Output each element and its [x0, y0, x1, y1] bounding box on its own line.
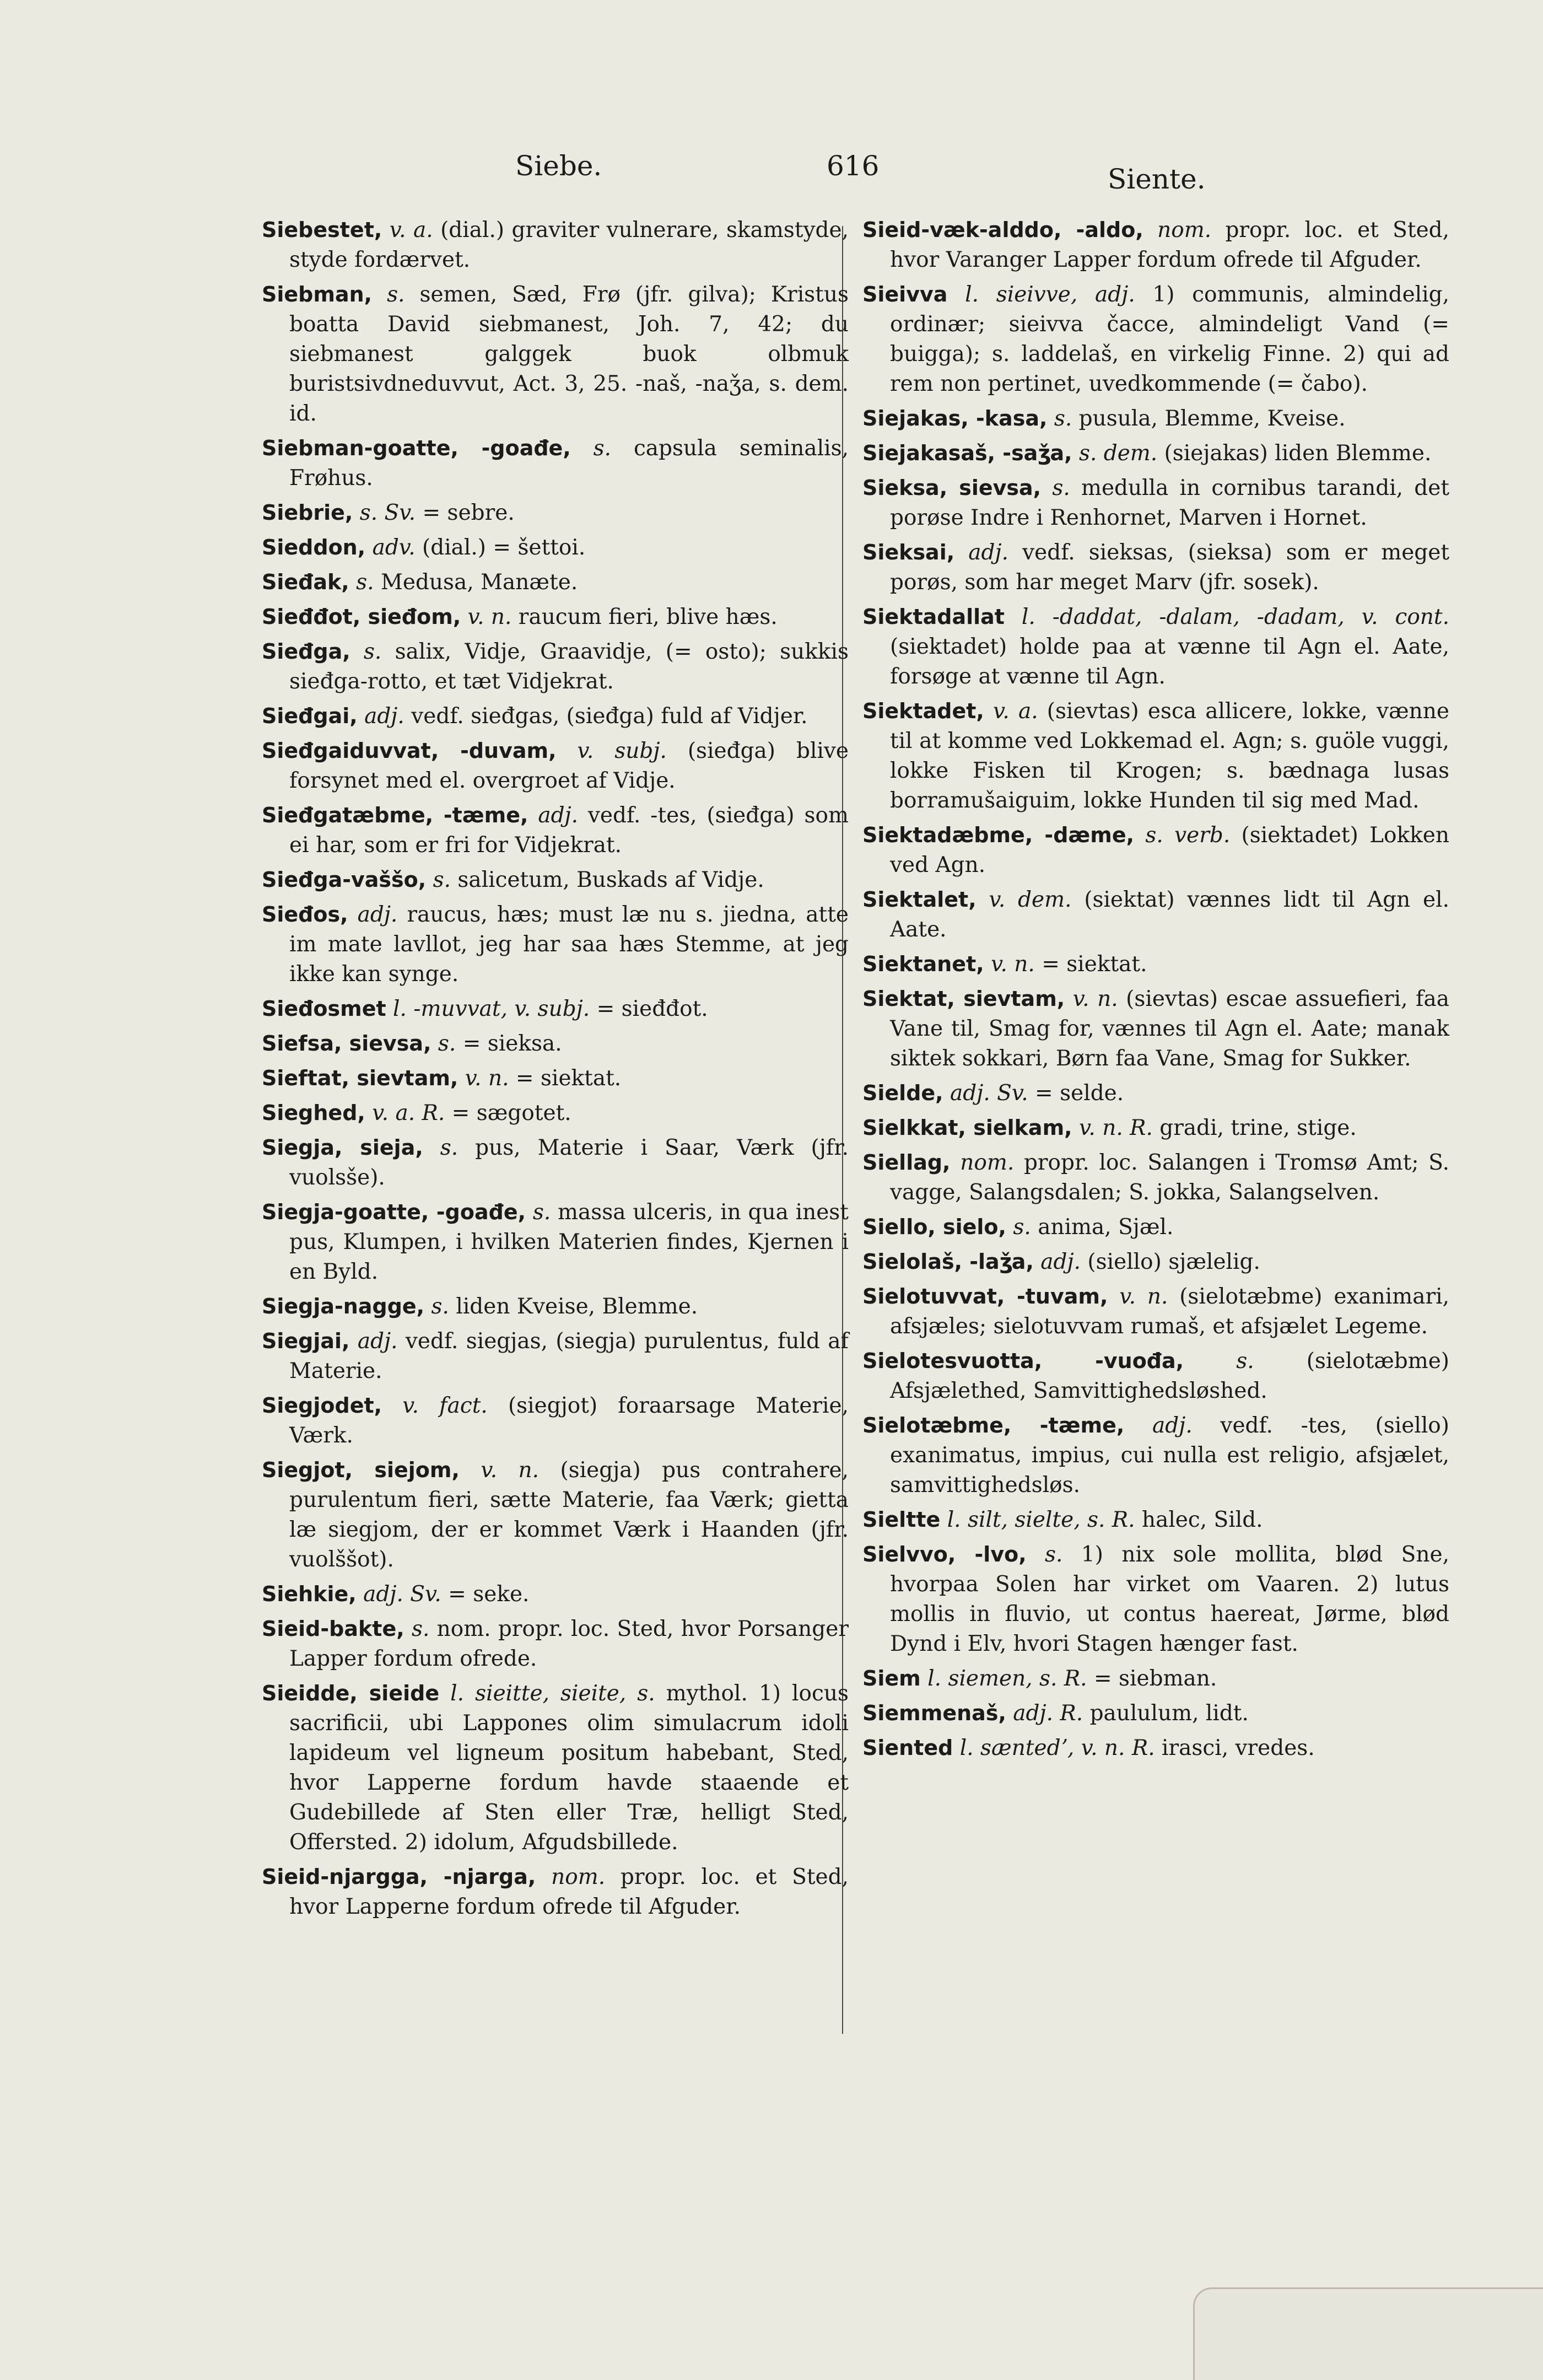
dictionary-entry — [262, 602, 849, 632]
grammar-label: s. verb. — [1145, 823, 1231, 848]
definition: raucus, hæs; must læ nu s. jiedna, atte im mate lavllot, jeg har saa hæs Stemme, at jeg ikke kan synge. — [289, 902, 849, 987]
grammar-label: nom. — [1157, 218, 1212, 243]
headword: Siektanet, — [862, 952, 984, 976]
headword: Siegja-goatte, -goađe, — [262, 1200, 526, 1224]
grammar-label: adj. — [357, 902, 398, 927]
definition: Medusa, Manæte. — [380, 570, 578, 595]
dictionary-entry — [862, 696, 1449, 816]
headword: Sieđgaiduvvat, -duvam, — [262, 739, 557, 763]
definition: vedf. -tes, (siello) exanimatus, impius, cui nulla est religio, afsjælet, samvittighedsløs. — [890, 1413, 1450, 1498]
definition: mythol. 1) locus sacrificii, ubi Lappones olim simulacrum idoli lapideum vel ligneum positum habebant, Sted, hvor Lapperne fordum havde staaende et Gudebillede af Sten eller Træ, helligt Sted, Offersted. 2) idolum, Afgudsbillede. — [289, 1681, 849, 1855]
definition: medulla in cornibus tarandi, det porøse Indre i Renhornet, Marven i Hornet. — [890, 476, 1449, 530]
headword: Sieđosmet — [262, 997, 386, 1021]
dictionary-entry — [862, 885, 1449, 945]
headword: Siebestet, — [262, 218, 382, 242]
dictionary-entry — [862, 1078, 1449, 1108]
dictionary-entry — [262, 1391, 849, 1451]
definition: = sieđđot. — [596, 997, 708, 1021]
headword: Siegjot, siejom, — [262, 1458, 460, 1482]
right-column — [862, 215, 1449, 1768]
grammar-label: s. — [1054, 406, 1072, 431]
definition: = siektat. — [515, 1066, 622, 1091]
grammar-label: adv. — [372, 535, 416, 560]
definition: = sebre. — [422, 500, 515, 525]
headword: Sieđgai, — [262, 704, 358, 728]
definition: (siegja) pus contrahere, purulentum fieri, sætte Materie, faa Værk; gietta læ siegjom, der er kommet Værk i Haanden (jfr. vuolššot). — [289, 1458, 849, 1572]
grammar-label: v. n. — [465, 1066, 509, 1091]
definition: propr. loc. et Sted, hvor Lapperne fordum ofrede til Afguder. — [289, 1865, 849, 1919]
headword: Sieddon, — [262, 535, 366, 559]
grammar-label: s. — [356, 570, 374, 595]
grammar-label: s. — [1013, 1215, 1031, 1240]
headword: Siektadæbme, -dæme, — [862, 823, 1135, 847]
dictionary-entry — [262, 637, 849, 697]
grammar-label: v. n. — [467, 605, 512, 629]
dictionary-entry — [862, 1698, 1449, 1729]
headword: Sielolaš, -laǯa, — [862, 1250, 1034, 1274]
definition: (siektadet) Lokken ved Agn. — [890, 823, 1449, 877]
headword: Siebrie, — [262, 500, 353, 525]
headword: Sieksai, — [862, 540, 955, 564]
headword: Sielvvo, -lvo, — [862, 1542, 1027, 1566]
definition: (sielotæbme) Afsjælethed, Samvittighedsløshed. — [890, 1349, 1450, 1403]
headword: Sieđga, — [262, 639, 350, 664]
dictionary-entry — [262, 701, 849, 731]
definition: = seke. — [448, 1582, 530, 1607]
headword: Siebman, — [262, 282, 373, 306]
grammar-label: s. — [387, 282, 405, 307]
dictionary-entry — [862, 820, 1449, 880]
definition: salicetum, Buskads af Vidje. — [457, 868, 764, 892]
grammar-label: v. n. — [1119, 1284, 1168, 1309]
grammar-label: l. -muvvat, v. subj. — [393, 997, 590, 1021]
headword: Siebman-goatte, -goađe, — [262, 436, 571, 460]
dictionary-entry — [262, 736, 849, 796]
dictionary-entry — [862, 984, 1449, 1074]
definition: vedf. -tes, (sieđga) som ei har, som er fri for Vidjekrat. — [289, 803, 849, 858]
dictionary-entry — [862, 602, 1449, 692]
headword: Sielde, — [862, 1081, 943, 1105]
definition: capsula seminalis, Frøhus. — [289, 436, 849, 491]
dictionary-entry — [262, 1098, 849, 1128]
definition: (siejakas) liden Blemme. — [1164, 441, 1432, 466]
dictionary-entry — [862, 473, 1449, 533]
headword: Siektadallat — [862, 605, 1005, 629]
dictionary-entry — [862, 403, 1449, 434]
dictionary-entry — [862, 438, 1449, 469]
dictionary-entry — [262, 567, 849, 597]
grammar-label: s. — [1236, 1349, 1254, 1374]
definition: massa ulceris, in qua inest pus, Klumpen, i hvilken Materien findes, Kjernen i en Byld. — [289, 1200, 849, 1284]
dictionary-entry — [262, 1862, 849, 1922]
headword: Sieltte — [862, 1507, 941, 1532]
grammar-label: v. n. — [481, 1458, 539, 1483]
grammar-label: adj. — [968, 540, 1009, 565]
grammar-label: s. Sv. — [359, 500, 416, 525]
headword: Sieksa, sievsa, — [862, 476, 1042, 500]
grammar-label: s. — [411, 1617, 430, 1641]
grammar-label: s. — [1052, 476, 1070, 500]
dictionary-entry — [262, 433, 849, 493]
dictionary-entry — [262, 1063, 849, 1094]
definition: propr. loc. Salangen i Tromsø Amt; S. vagge, Salangsdalen; S. jokka, Salangselven. — [890, 1150, 1450, 1205]
headword: Siented — [862, 1736, 953, 1760]
headword: Siejakasaš, -saǯa, — [862, 441, 1072, 465]
page-number: 616 — [827, 150, 880, 182]
dictionary-entry — [262, 1678, 849, 1857]
grammar-label: nom. — [551, 1865, 606, 1889]
grammar-label: adj. — [357, 1329, 398, 1354]
headword: Siegja-nagge, — [262, 1294, 425, 1318]
dictionary-entry — [862, 279, 1449, 399]
definition: (siektat) vænnes lidt til Agn el. Aate. — [890, 887, 1449, 942]
dictionary-entry — [262, 800, 849, 860]
headword: Siegja, sieja, — [262, 1135, 423, 1160]
dictionary-entry — [262, 279, 849, 429]
definition: = selde. — [1035, 1081, 1124, 1106]
headword: Sieftat, sievtam, — [262, 1066, 458, 1090]
definition: = sægotet. — [451, 1101, 571, 1126]
dictionary-entry — [862, 1281, 1449, 1342]
dictionary-entry — [262, 1326, 849, 1386]
dictionary-entry — [262, 1579, 849, 1609]
grammar-label: v. a. R. — [372, 1101, 445, 1126]
headword: Siem — [862, 1666, 921, 1690]
headword: Sieđak, — [262, 570, 349, 594]
dictionary-entry — [862, 215, 1449, 275]
grammar-label: adj. Sv. — [950, 1081, 1028, 1106]
definition: = siebman. — [1093, 1666, 1217, 1691]
dictionary-entry — [262, 1197, 849, 1287]
definition: propr. loc. et Sted, hvor Varanger Lapper fordum ofrede til Afguder. — [890, 218, 1450, 272]
headword: Siektadet, — [862, 699, 984, 723]
grammar-label: s. dem. — [1078, 441, 1158, 466]
dictionary-entry — [862, 1113, 1449, 1143]
grammar-label: l. -daddat, -dalam, -dadam, v. cont. — [1021, 605, 1449, 629]
headword: Sieđđot, sieđom, — [262, 605, 461, 629]
headword: Siektat, sievtam, — [862, 987, 1065, 1011]
definition: = sieksa. — [462, 1031, 562, 1056]
headword: Siejakas, -kasa, — [862, 406, 1048, 430]
headword: Sieid-væk-alddo, -aldo, — [862, 218, 1143, 242]
grammar-label: s. — [440, 1135, 458, 1160]
header-left-catchword: Siebe. — [515, 150, 602, 182]
definition: vedf. sieđgas, (sieđga) fuld af Vidjer. — [411, 704, 808, 729]
headword: Siehkie, — [262, 1582, 357, 1606]
grammar-label: adj. Sv. — [363, 1582, 441, 1607]
grammar-label: adj. — [364, 704, 404, 729]
dictionary-entry — [862, 1148, 1449, 1208]
definition: liden Kveise, Blemme. — [456, 1294, 698, 1319]
headword: Sielkkat, sielkam, — [862, 1116, 1072, 1140]
definition: (siello) sjælelig. — [1087, 1250, 1260, 1274]
headword: Sieidde, sieide — [262, 1681, 440, 1705]
definition: vedf. sieksas, (sieksa) som er meget porøs, som har meget Marv (jfr. sosek). — [890, 540, 1449, 595]
headword: Sieđos, — [262, 902, 348, 927]
dictionary-entry — [862, 1247, 1449, 1277]
dictionary-entry — [862, 537, 1449, 597]
grammar-label: v. dem. — [989, 887, 1072, 912]
headword: Sieivva — [862, 282, 948, 306]
definition: 1) nix sole mollita, blød Sne, hvorpaa Solen har virket om Vaaren. 2) lutus mollis in fluvio, ut contus haereat, Jørme, blød Dynd i Elv, hvori Stagen hænger fast. — [890, 1542, 1449, 1656]
definition: vedf. siegjas, (siegja) purulentus, fuld af Materie. — [289, 1329, 849, 1383]
dictionary-entry — [262, 498, 849, 528]
headword: Siektalet, — [862, 887, 976, 912]
dictionary-entry — [262, 532, 849, 563]
grammar-label: l. sieivve, adj. — [965, 282, 1135, 307]
definition: (dial.) graviter vulnerare, skamstyde, styde fordærvet. — [289, 218, 849, 272]
page-header — [0, 150, 1543, 194]
left-column — [262, 215, 849, 1926]
grammar-label: v. fact. — [402, 1393, 488, 1418]
grammar-label: l. sæntedʼ, v. n. R. — [959, 1736, 1155, 1760]
definition: irasci, vredes. — [1162, 1736, 1315, 1760]
grammar-label: s. — [593, 436, 612, 461]
headword: Sielotuvvat, -tuvam, — [862, 1284, 1108, 1309]
dictionary-entry — [262, 215, 849, 275]
definition: = siektat. — [1042, 952, 1147, 977]
grammar-label: v. n. — [1072, 987, 1118, 1011]
headword: Siegjai, — [262, 1329, 350, 1353]
definition: (siegjot) foraarsage Materie, Værk. — [289, 1393, 849, 1448]
definition: halec, Sild. — [1141, 1507, 1263, 1532]
definition: semen, Sæd, Frø (jfr. gilva); Kristus boatta David siebmanest, Joh. 7, 42; du siebmanest galggek buok olbmuk buristsivdneduvvut, Act. 3, 25. -naš, -naǯa, s. dem. id. — [289, 282, 849, 426]
headword: Sieghed, — [262, 1101, 365, 1125]
definition: pus, Materie i Saar, Værk (jfr. vuolsše). — [289, 1135, 849, 1190]
headword: Sieđga-vaššo, — [262, 868, 427, 892]
grammar-label: adj. R. — [1013, 1701, 1083, 1726]
definition: (sieđga) blive forsynet med el. overgroet af Vidje. — [289, 739, 849, 793]
definition: nom. propr. loc. Sted, hvor Porsanger Lapper fordum ofrede. — [289, 1617, 849, 1671]
grammar-label: s. — [1045, 1542, 1063, 1567]
definition: raucum fieri, blive hæs. — [518, 605, 778, 629]
definition: (sievtas) esca allicere, lokke, vænne til at komme ved Lokkemad el. Agn; s. guöle vuggi, lokke Fisken til Krogen; s. bædnaga lusas borramušaiguim, lokke Hunden til sig med Mad. — [890, 699, 1449, 813]
grammar-label: s. — [363, 639, 382, 664]
dictionary-entry — [862, 1733, 1449, 1763]
definition: anima, Sjæl. — [1038, 1215, 1174, 1240]
page-corner-mark — [1193, 2287, 1543, 2380]
dictionary-entry — [262, 1291, 849, 1322]
definition: 1) communis, almindelig, ordinær; sieivva čacce, almindeligt Vand (= buigga); s. laddelaš, en virkelig Finne. 2) qui ad rem non pertinet, uvedkommende (= čabo). — [890, 282, 1449, 396]
grammar-label: s. — [532, 1200, 551, 1225]
dictionary-entry — [862, 1663, 1449, 1694]
grammar-label: v. n. — [991, 952, 1035, 977]
dictionary-entry — [862, 949, 1449, 979]
headword: Sieid-njargga, -njarga, — [262, 1865, 536, 1889]
grammar-label: v. a. — [993, 699, 1038, 724]
headword: Sielotæbme, -tæme, — [862, 1413, 1125, 1437]
grammar-label: v. subj. — [577, 739, 667, 763]
definition: paululum, lidt. — [1089, 1701, 1249, 1726]
headword: Siemmenaš, — [862, 1701, 1006, 1725]
grammar-label: l. silt, sielte, s. R. — [947, 1507, 1135, 1532]
definition: (siektadet) holde paa at vænne til Agn el. Aate, forsøge at vænne til Agn. — [890, 634, 1449, 689]
header-right-catchword: Siente. — [1108, 163, 1206, 195]
grammar-label: v. a. — [389, 218, 433, 243]
grammar-label: s. — [438, 1031, 456, 1056]
dictionary-entry — [262, 1455, 849, 1575]
definition: gradi, trine, stige. — [1159, 1116, 1357, 1140]
headword: Siellag, — [862, 1150, 951, 1175]
grammar-label: l. siemen, s. R. — [927, 1666, 1087, 1691]
dictionary-entry — [862, 1505, 1449, 1535]
dictionary-entry — [262, 900, 849, 989]
headword: Sielotesvuotta, -vuođa, — [862, 1349, 1184, 1373]
headword: Siegjodet, — [262, 1393, 382, 1418]
grammar-label: adj. — [1040, 1250, 1081, 1274]
dictionary-entry — [862, 1539, 1449, 1659]
headword: Sieđgatæbme, -tæme, — [262, 803, 528, 827]
grammar-label: adj. — [538, 803, 579, 828]
grammar-label: v. n. R. — [1079, 1116, 1153, 1140]
headword: Siefsa, sievsa, — [262, 1031, 431, 1056]
definition: (sievtas) escae assuefieri, faa Vane til, Smag for, vænnes til Agn el. Aate; manak siktek sokkari, Børn faa Vane, Smag for Sukker. — [890, 987, 1449, 1071]
grammar-label: nom. — [960, 1150, 1015, 1175]
dictionary-entry — [862, 1346, 1449, 1406]
dictionary-entry — [262, 1133, 849, 1193]
dictionary-entry — [262, 865, 849, 895]
grammar-label: adj. — [1152, 1413, 1193, 1438]
definition: (dial.) = šettoi. — [422, 535, 586, 560]
grammar-label: l. sieitte, sieite, s. — [450, 1681, 655, 1706]
definition: salix, Vidje, Graavidje, (= osto); sukkis sieđga-rotto, et tæt Vidjekrat. — [289, 639, 849, 694]
dictionary-entry — [262, 1614, 849, 1674]
dictionary-entry — [862, 1212, 1449, 1242]
headword: Sieid-bakte, — [262, 1617, 404, 1641]
dictionary-entry — [262, 994, 849, 1024]
headword: Siello, sielo, — [862, 1215, 1006, 1239]
grammar-label: s. — [433, 868, 451, 892]
definition: pusula, Blemme, Kveise. — [1078, 406, 1346, 431]
definition: (sielotæbme) exanimari, afsjæles; sielotuvvam rumaš, et afsjælet Legeme. — [890, 1284, 1449, 1339]
dictionary-entry — [262, 1029, 849, 1059]
grammar-label: s. — [431, 1294, 449, 1319]
dictionary-entry — [862, 1410, 1449, 1500]
